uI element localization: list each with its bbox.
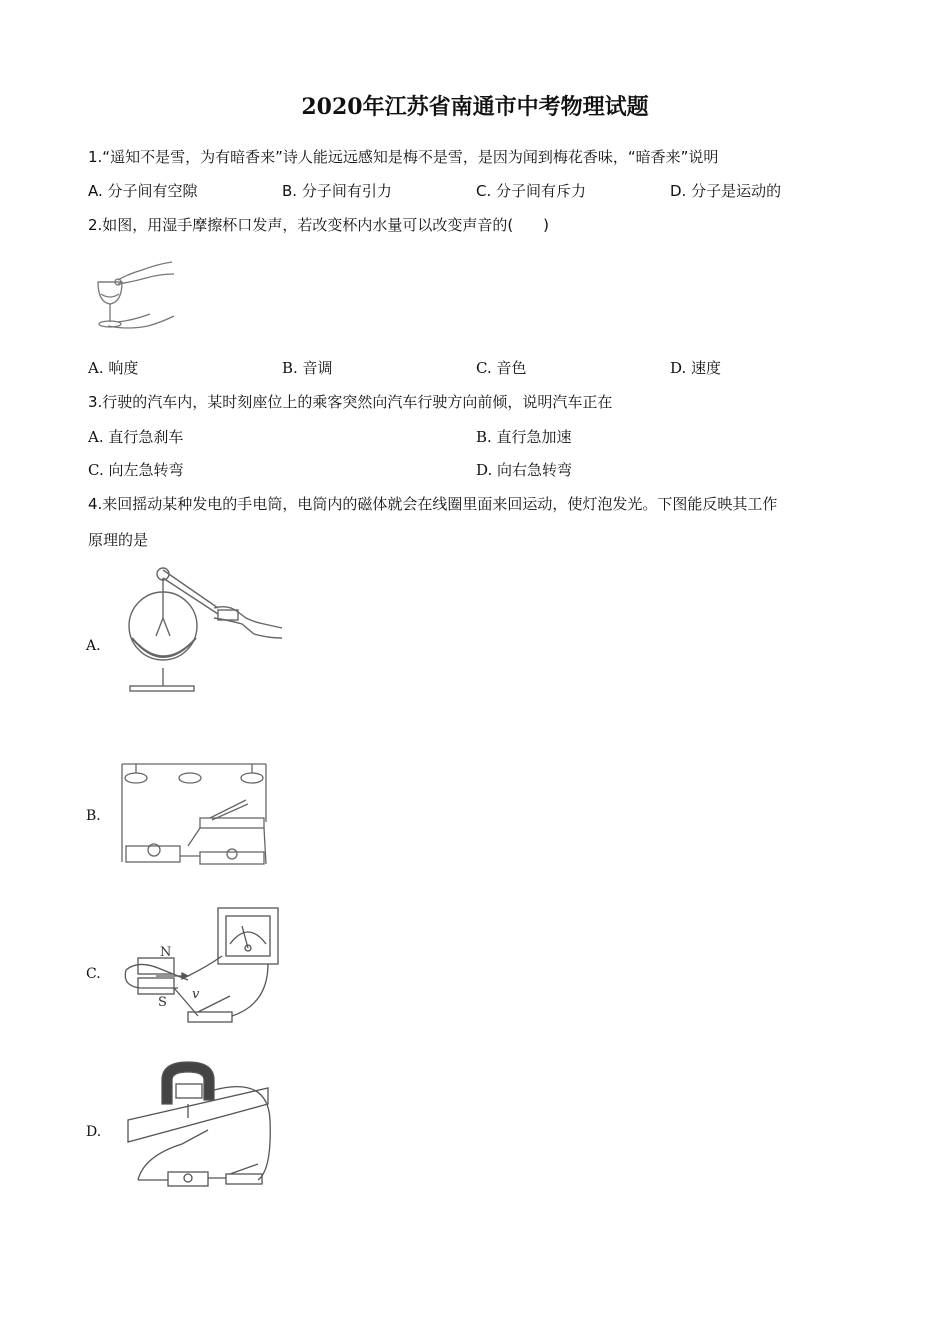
question-3-option-c: C. 向左急转弯: [88, 461, 184, 479]
magnet-north-label: N: [160, 945, 172, 960]
question-4-option-c-label: C.: [86, 966, 101, 982]
question-2-option-c: C. 音色: [476, 359, 527, 377]
velocity-label: v: [192, 987, 200, 1002]
circuit-lamps-figure: [118, 756, 278, 876]
question-4-option-a-label: A.: [86, 638, 101, 654]
question-1-option-d: D. 分子是运动的: [670, 182, 782, 200]
question-3-option-b: B. 直行急加速: [476, 428, 572, 446]
question-2-option-b: B. 音调: [282, 359, 333, 377]
wine-glass-figure: [88, 256, 178, 336]
question-4-stem-line1: 4.来回摇动某种发电的手电筒，电筒内的磁体就会在线圈里面来回运动，使灯泡发光。下图能反映其工作: [88, 495, 778, 513]
question-3-option-d: D. 向右急转弯: [476, 461, 573, 479]
question-1-option-c: C. 分子间有斥力: [476, 182, 587, 200]
question-3-option-a: A. 直行急刹车: [88, 428, 184, 446]
question-4-stem-line2: 原理的是: [88, 531, 149, 549]
horseshoe-magnet-figure: [118, 1060, 288, 1200]
question-2-option-d: D. 速度: [670, 359, 722, 377]
question-2-option-a: A. 响度: [88, 359, 139, 377]
question-1-stem: 1.“遥知不是雪，为有暗香来”诗人能远远感知是梅不是雪，是因为闻到梅花香味，“暗香来”说明: [88, 148, 719, 166]
magnet-south-label: S: [158, 995, 167, 1010]
question-4-option-b-label: B.: [86, 808, 101, 824]
question-1-option-b: B. 分子间有引力: [282, 182, 392, 200]
electroscope-figure: [118, 558, 288, 708]
question-1-option-a: A. 分子间有空隙: [88, 182, 198, 200]
question-2-stem: 2.如图，用湿手摩擦杯口发声，若改变杯内水量可以改变声音的( ): [88, 216, 550, 234]
question-4-option-d-label: D.: [86, 1124, 102, 1140]
magnet-galvanometer-figure: [118, 904, 288, 1034]
page-title: 2020年江苏省南通市中考物理试题: [301, 94, 649, 120]
question-3-stem: 3.行驶的汽车内，某时刻座位上的乘客突然向汽车行驶方向前倾，说明汽车正在: [88, 393, 613, 411]
